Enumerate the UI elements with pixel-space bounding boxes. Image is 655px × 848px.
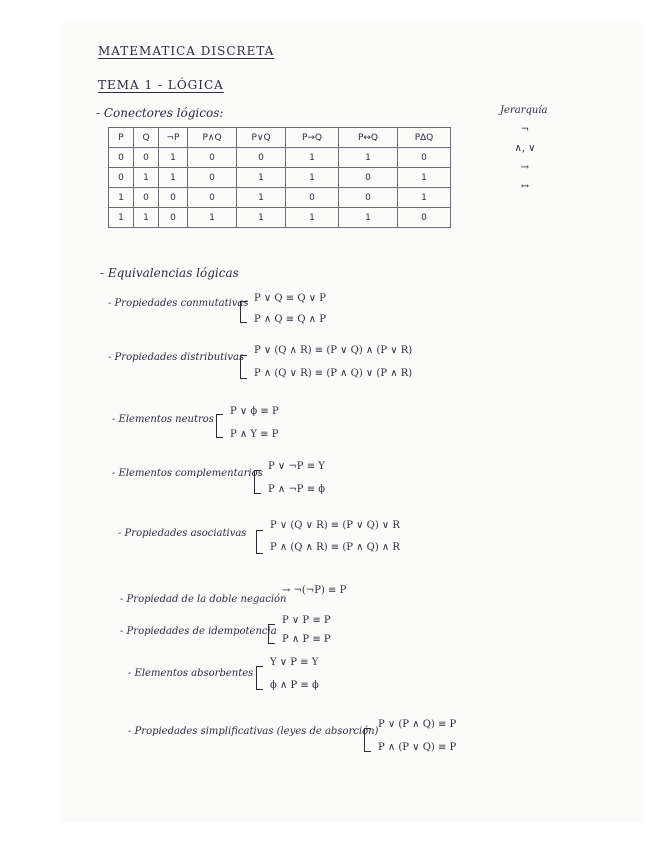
table-cell: 0 xyxy=(339,168,398,188)
header-q: Q xyxy=(134,128,159,148)
header-iff: P↔Q xyxy=(339,128,398,148)
table-cell: 1 xyxy=(237,188,286,208)
property-label: - Propiedades de idempotencia xyxy=(120,626,277,637)
table-cell: 0 xyxy=(188,168,237,188)
table-cell: 0 xyxy=(398,148,451,168)
formula: ϕ ∧ P ≡ ϕ xyxy=(270,680,319,691)
table-cell: 1 xyxy=(134,208,159,228)
page-title: MATEMATICA DISCRETA xyxy=(98,44,275,58)
formula: Υ ∨ P ≡ Υ xyxy=(270,657,319,668)
table-cell: 0 xyxy=(188,148,237,168)
formula: P ∨ ϕ ≡ P xyxy=(230,406,279,417)
header-implies: P→Q xyxy=(286,128,339,148)
table-cell: 1 xyxy=(398,188,451,208)
table-cell: 0 xyxy=(237,148,286,168)
table-header-row xyxy=(109,128,451,148)
bracket xyxy=(254,470,261,494)
table-cell: 1 xyxy=(398,168,451,188)
table-cell: 1 xyxy=(109,208,134,228)
bracket xyxy=(268,624,275,644)
equivalences-heading: - Equivalencias lógicas xyxy=(100,266,239,280)
formula: P ∧ ¬P ≡ ϕ xyxy=(268,484,326,495)
header-or: P∨Q xyxy=(237,128,286,148)
formula: P ∧ (P ∨ Q) ≡ P xyxy=(378,742,457,753)
hierarchy-item: ∧, ∨ xyxy=(514,143,536,154)
formula: P ∧ Q ≡ Q ∧ P xyxy=(254,314,326,325)
formula: P ∨ (Q ∧ R) ≡ (P ∨ Q) ∧ (P ∨ R) xyxy=(254,345,413,356)
bracket xyxy=(256,530,263,554)
bracket xyxy=(364,728,371,752)
formula: P ∧ Υ ≡ P xyxy=(230,429,279,440)
formula: P ∨ (P ∧ Q) ≡ P xyxy=(378,719,457,730)
formula: P ∨ Q ≡ Q ∨ P xyxy=(254,293,326,304)
table-row xyxy=(109,188,451,208)
table-cell: 0 xyxy=(134,148,159,168)
truth-table xyxy=(108,127,451,228)
formula: P ∧ P ≡ P xyxy=(282,634,331,645)
bracket xyxy=(240,301,247,323)
property-label: - Propiedades distributivas xyxy=(108,352,245,363)
table-cell: 0 xyxy=(134,188,159,208)
formula: P ∨ P ≡ P xyxy=(282,615,331,626)
table-cell: 0 xyxy=(109,148,134,168)
header-p: P xyxy=(109,128,134,148)
property-label: - Propiedad de la doble negación xyxy=(120,594,287,605)
bracket xyxy=(240,355,247,379)
bracket xyxy=(216,414,223,438)
table-cell: 0 xyxy=(286,188,339,208)
formula: → ¬(¬P) ≡ P xyxy=(282,585,347,596)
hierarchy-list xyxy=(500,105,550,192)
table-cell: 0 xyxy=(398,208,451,228)
hierarchy-item: ¬ xyxy=(520,124,530,135)
header-xor: P∆Q xyxy=(398,128,451,148)
property-label: - Propiedades simplificativas (leyes de absorción) xyxy=(128,726,379,737)
table-cell: 1 xyxy=(159,148,188,168)
table-cell: 1 xyxy=(286,148,339,168)
hierarchy-item: → xyxy=(520,162,530,173)
table-cell: 1 xyxy=(109,188,134,208)
hierarchy-item: ↔ xyxy=(520,181,530,192)
table-cell: 0 xyxy=(339,188,398,208)
header-not-p: ¬P xyxy=(159,128,188,148)
bracket xyxy=(256,666,263,690)
table-row xyxy=(109,208,451,228)
table-cell: 1 xyxy=(188,208,237,228)
formula: P ∨ (Q ∨ R) ≡ (P ∨ Q) ∨ R xyxy=(270,520,400,531)
table-cell: 0 xyxy=(159,188,188,208)
property-label: - Propiedades asociativas xyxy=(118,528,247,539)
table-cell: 1 xyxy=(286,168,339,188)
property-label: - Elementos complementarios xyxy=(112,468,263,479)
table-cell: 1 xyxy=(286,208,339,228)
table-cell: 1 xyxy=(237,168,286,188)
table-cell: 1 xyxy=(237,208,286,228)
table-cell: 1 xyxy=(159,168,188,188)
connectives-heading: - Conectores lógicos: xyxy=(96,106,224,120)
table-cell: 0 xyxy=(188,188,237,208)
table-cell: 0 xyxy=(109,168,134,188)
table-cell: 1 xyxy=(134,168,159,188)
topic-title: TEMA 1 - LÓGICA xyxy=(98,78,224,92)
property-label: - Elementos absorbentes xyxy=(128,668,254,679)
table-row xyxy=(109,148,451,168)
formula: P ∨ ¬P ≡ Υ xyxy=(268,461,325,472)
formula: P ∧ (Q ∧ R) ≡ (P ∧ Q) ∧ R xyxy=(270,542,400,553)
property-label: - Elementos neutros xyxy=(112,414,214,425)
formula: P ∧ (Q ∨ R) ≡ (P ∧ Q) ∨ (P ∧ R) xyxy=(254,368,413,379)
header-and: P∧Q xyxy=(188,128,237,148)
table-cell: 1 xyxy=(339,148,398,168)
hierarchy-heading: Jerarquía xyxy=(500,105,548,116)
table-row xyxy=(109,168,451,188)
table-cell: 0 xyxy=(159,208,188,228)
table-cell: 1 xyxy=(339,208,398,228)
property-label: - Propiedades conmutativas xyxy=(108,298,249,309)
